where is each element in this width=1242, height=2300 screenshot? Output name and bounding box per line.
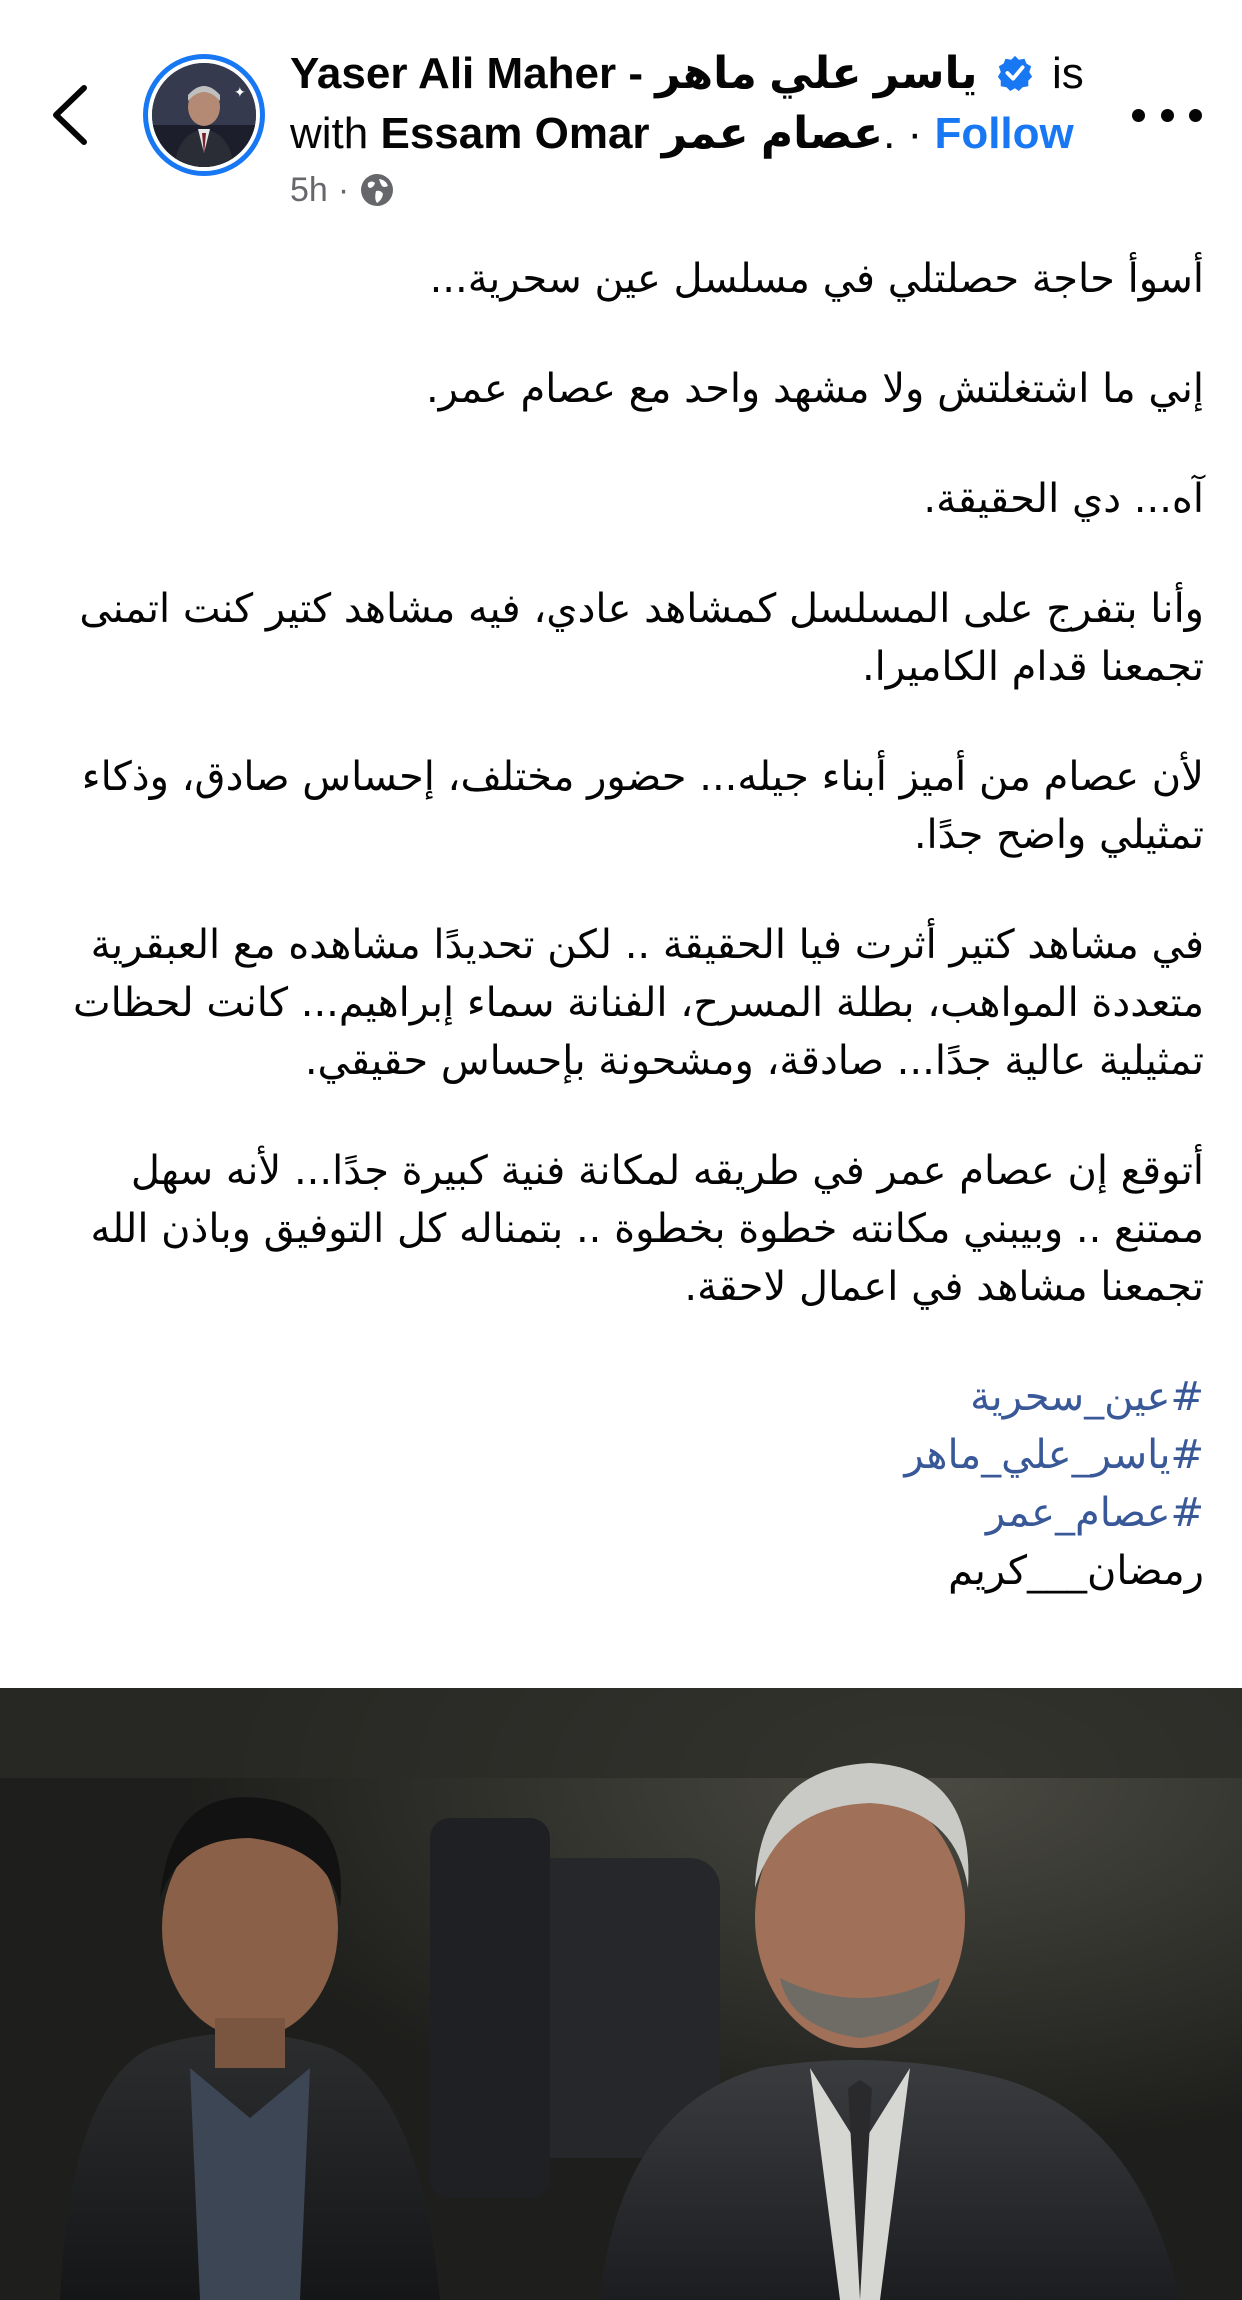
hashtag-link[interactable]: #عصام_عمر <box>985 1490 1204 1536</box>
avatar-image <box>152 63 256 167</box>
with-text: with <box>290 109 369 158</box>
chevron-left-icon <box>50 84 90 146</box>
post-paragraph: في مشاهد كتير أثرت فيا الحقيقة .. لكن تحديدًا مشاهده مع العبقرية متعددة المواهب، بطلة المسرح، الفنانة سماء إبراهيم... كانت لحظات تمثيلية عالية جدًا... صادقة، ومشحونة بإحساس حقيقي. <box>73 922 1204 1084</box>
follow-button[interactable]: Follow <box>934 109 1074 158</box>
post-header <box>0 0 1242 230</box>
post-meta <box>290 168 395 212</box>
globe-icon[interactable] <box>359 172 395 208</box>
is-text: is <box>1051 49 1084 98</box>
post-paragraph: إني ما اشتغلتش ولا مشهد واحد مع عصام عمر. <box>425 366 1204 412</box>
post-paragraph: آه... دي الحقيقة. <box>923 476 1204 522</box>
photo-scene <box>0 1688 1242 2300</box>
post-text <box>34 250 1204 1600</box>
closing-text: رمضان___كريم <box>948 1548 1204 1594</box>
back-button[interactable] <box>40 80 100 150</box>
hashtag-list <box>34 1368 1204 1600</box>
more-horizontal-icon <box>1132 109 1145 122</box>
meta-dot: · <box>337 170 350 209</box>
author-line <box>290 44 1090 164</box>
timestamp[interactable]: 5h <box>290 170 328 209</box>
author-avatar[interactable] <box>143 54 265 176</box>
post-paragraph: وأنا بتفرج على المسلسل كمشاهد عادي، فيه مشاهد كتير كنت اتمنى تجمعنا قدام الكاميرا. <box>79 586 1204 690</box>
post-photo[interactable] <box>0 1688 1242 2300</box>
more-options-button[interactable] <box>1132 90 1202 140</box>
verified-badge-icon <box>996 54 1034 92</box>
tagged-person[interactable]: Essam Omar عصام عمر <box>380 109 884 158</box>
post-paragraph: أتوقع إن عصام عمر في طريقه لمكانة فنية كبيرة جدًا... لأنه سهل ممتنع .. وبيبني مكانته خطوة بخطوة .. بتمناله كل التوفيق وباذن الله تجمعنا مشاهد في اعمال لاحقة. <box>90 1148 1204 1310</box>
hashtag-link[interactable]: #ياسر_علي_ماهر <box>904 1432 1204 1478</box>
post-paragraph: لأن عصام من أميز أبناء جيله... حضور مختلف، إحساس صادق، وذكاء تمثيلي واضح جدًا. <box>81 754 1204 858</box>
post-paragraph: أسوأ حاجة حصلتلي في مسلسل عين سحرية... <box>429 256 1204 302</box>
separator: . · <box>883 109 923 158</box>
svg-text:✦: ✦ <box>234 85 246 101</box>
hashtag-link[interactable]: #عين_سحرية <box>970 1374 1204 1420</box>
author-name[interactable]: Yaser Ali Maher - ياسر علي ماهر <box>290 49 978 98</box>
